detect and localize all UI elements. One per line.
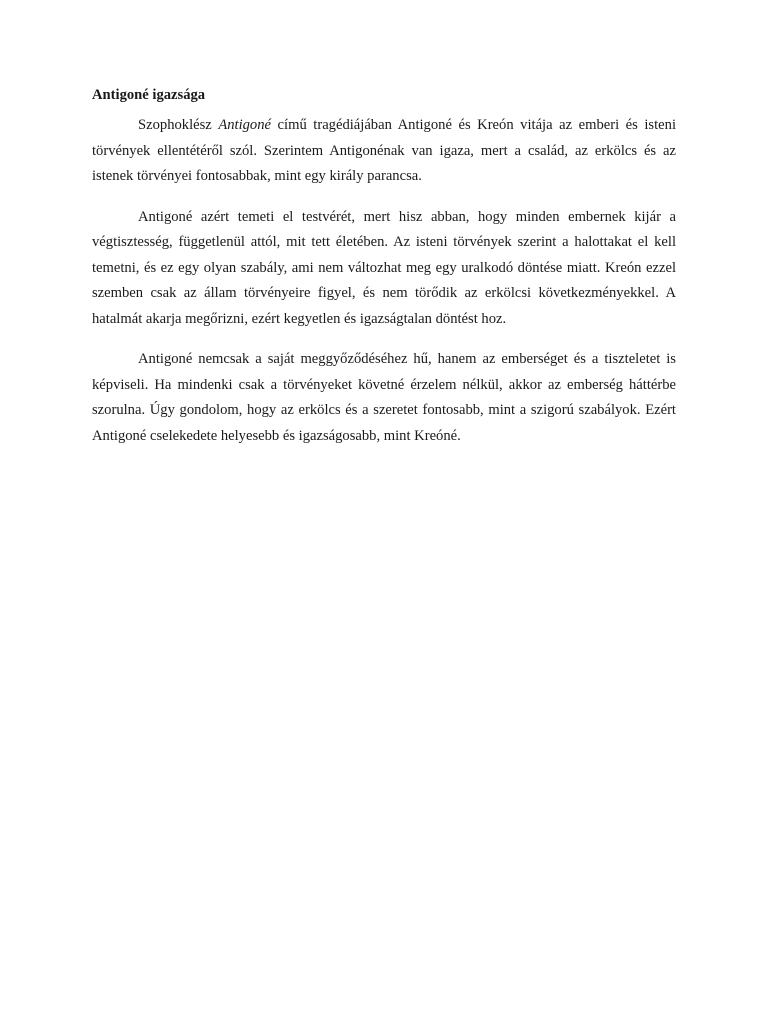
- paragraph-intro-text-start: Szophoklész: [138, 117, 219, 133]
- paragraph-conclusion: Antigoné nemcsak a saját meggyőződéséhez hű, hanem az emberséget és a tiszteletet is képviseli. Ha mindenki csak a törvényeket követné érzelem nélkül, akkor az emberség háttérbe szorulna. Úgy gondolom, hogy az erkölcs és a szeretet fontosabb, mint a szigorú szabályok. Ezért Antigoné cselekedete helyesebb és igazságosabb, mint Kreóné.: [92, 351, 676, 444]
- paragraph-intro-text-end: című tragédiájában Antigoné és Kreón vitája az emberi és isteni törvények ellentétéről szól. Szerintem Antigonénak van igaza, mert a család, az erkölcs és az istenek törvényei fontosabbak, mint egy király parancsa.: [92, 117, 676, 184]
- document-title: Antigoné igazsága: [92, 87, 206, 103]
- paragraph-intro: [92, 113, 676, 190]
- document-page: [92, 84, 676, 464]
- paragraph-body: Antigoné azért temeti el testvérét, mert hisz abban, hogy minden embernek kijár a végtisztesség, függetlenül attól, mit tett életében. Az isteni törvények szerint a halottakat el kell temetni, és ez egy olyan szabály, ami nem változhat meg egy uralkodó döntése miatt. Kreón ezzel szemben csak az állam törvényeire figyel, és nem törődik az erkölcsi következményekkel. A hatalmát akarja megőrizni, ezért kegyetlen és igazságtalan döntést hoz.: [92, 208, 676, 327]
- work-title-italic: Antigoné: [218, 117, 272, 133]
